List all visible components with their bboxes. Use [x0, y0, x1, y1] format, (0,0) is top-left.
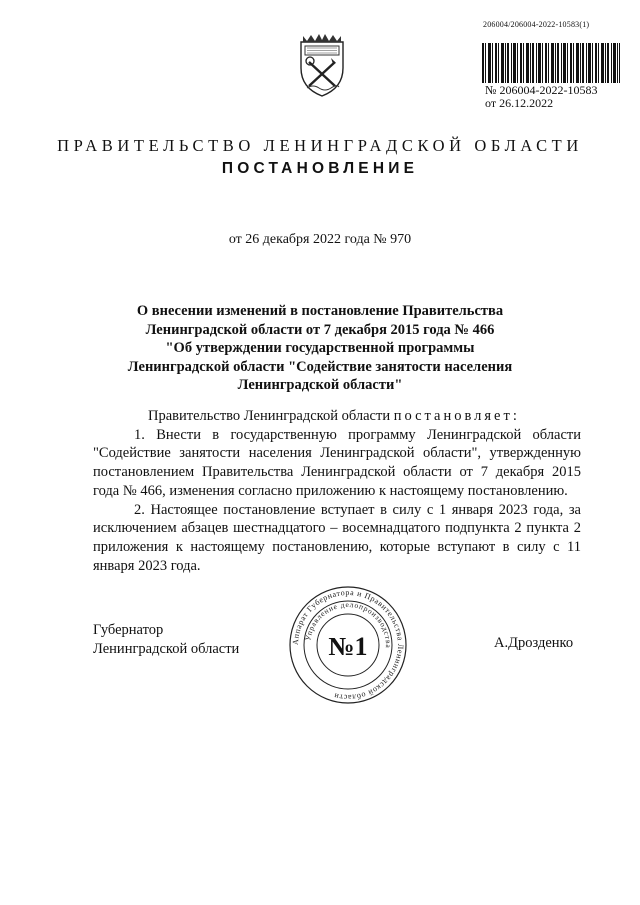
decree-date-number: от 26 декабря 2022 года № 970 — [228, 232, 412, 247]
signatory-name: А.Дрозденко — [494, 635, 574, 651]
decree-subject — [90, 302, 550, 395]
stamp-inner-text: Управление делопроизводства — [303, 599, 394, 649]
signatory-title-line: Губернатор — [93, 622, 164, 638]
subject-line: Ленинградской области от 7 декабря 2015 года № 466 — [145, 321, 495, 338]
signatory-title — [93, 621, 239, 658]
lead-paragraph — [93, 407, 581, 426]
registration-block — [485, 84, 597, 110]
decree-body — [93, 407, 581, 575]
stamp-outer-text: Аппарат Губернатора и Правительства Ленинградской области — [290, 587, 406, 703]
signatory-title-line: Ленинградской области — [93, 640, 240, 657]
subject-line: О внесении изменений в постановление Правительства — [136, 303, 504, 319]
subject-line: "Об утверждении государственной программы — [165, 340, 475, 356]
registration-number: № 206004-2022-10583 — [485, 83, 598, 97]
stamp-number: №1 — [328, 632, 368, 661]
round-seal-icon — [287, 585, 409, 705]
document-type: ПОСТАНОВЛЕНИЕ — [221, 160, 419, 177]
subject-line: Ленинградской области "Содействие занятости населения — [127, 358, 513, 375]
document-id: 206004/206004-2022-10583(1) — [483, 20, 590, 29]
paragraph-1: 1. Внести в государственную программу Ленинградской области "Содействие занятости населения Ленинградской области", утвержденную постановлением Правительства Ленинградской области от 7 декабря 2015 года № 466, изменения согласно приложению к настоящему постановлению. — [93, 426, 581, 499]
barcode-icon — [482, 43, 620, 83]
subject-line: Ленинградской области" — [237, 377, 403, 393]
paragraph-2: 2. Настоящее постановление вступает в силу с 1 января 2023 года, за исключением абзацев шестнадцатого – восемнадцатого подпункта 2 пункта 2 приложения к настоящему постановлению, которые вступают в силу с 11 января 2023 года. — [93, 501, 581, 574]
lead-prefix: Правительство Ленинградской области — [148, 408, 394, 424]
registration-date: от 26.12.2022 — [485, 96, 554, 110]
lead-verb: постановляет: — [393, 408, 520, 424]
government-title: ПРАВИТЕЛЬСТВО ЛЕНИНГРАДСКОЙ ОБЛАСТИ — [57, 136, 583, 155]
coat-of-arms-icon — [293, 32, 351, 98]
